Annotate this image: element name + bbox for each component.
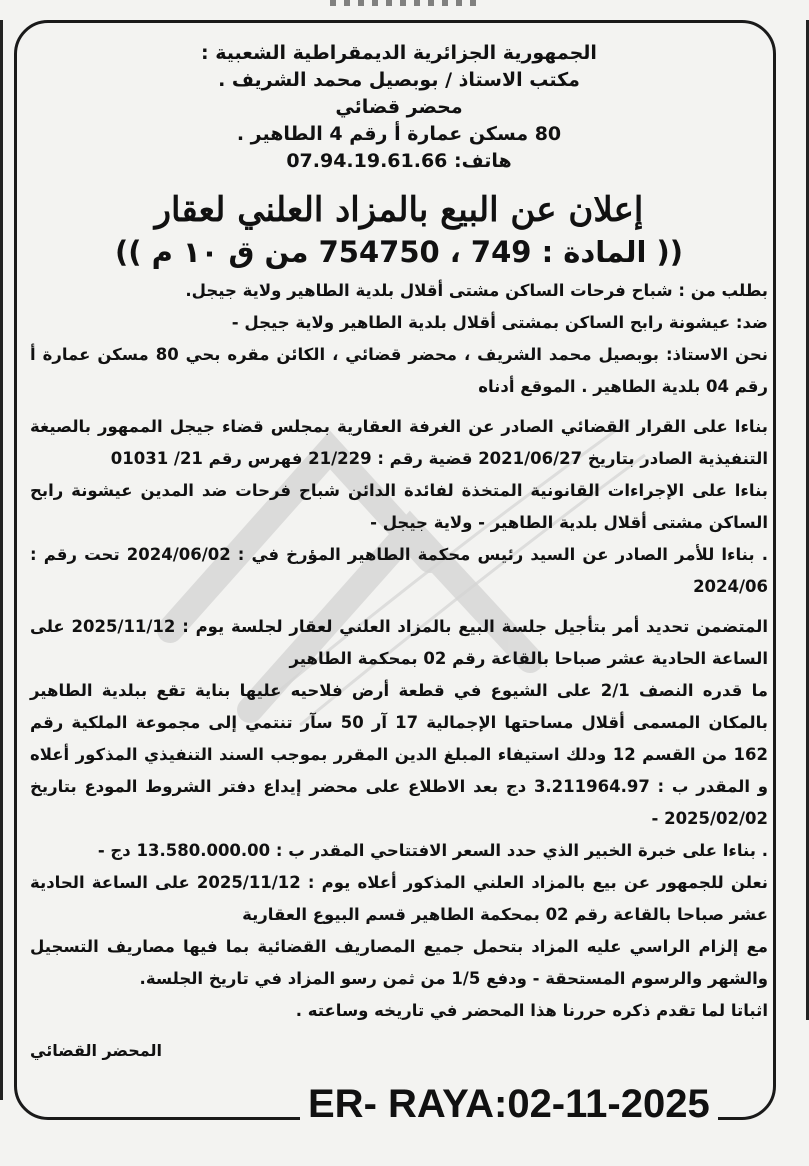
top-print-smudge bbox=[330, 0, 480, 6]
body-paragraph: بطلب من : شباح فرحات الساكن مشتى أقلال بلدية الطاهير ولاية جيجل. bbox=[185, 281, 768, 300]
body-paragraph: ضد: عيشونة رابح الساكن بمشتى أقلال بلدية الطاهير ولاية جيجل - bbox=[231, 313, 768, 332]
notice-subtitle: (( المادة : 749 ، 754750 من ق ١٠ م )) bbox=[114, 235, 684, 269]
body-paragraph: . بناءا للأمر الصادر عن السيد رئيس محكمة الطاهير المؤرخ في : 2024/06/02 تحت رقم : 2024/06 bbox=[30, 545, 768, 596]
notice-title: إعلان عن البيع بالمزاد العلني لعقار bbox=[154, 190, 644, 230]
body-paragraph: ما قدره النصف 2/1 على الشيوع في قطعة أرض فلاحيه عليها بناية تقع ببلدية الطاهير بالمكان المسمى أقلال مساحتها الإجمالية 17 آر 50 سآر تنتمي إلى مجموعة الملكية رقم 162 من القسم 12 ودلك استيفاء المبلغ الدين المقرر بموجب السند التنفيذي المذكور أعلاه و المقدر ب : 3.211964.97 دج بعد الاطلاع على محضر إيداع دفتر الشروط المودع بتاريخ 2025/02/02 - bbox=[30, 681, 768, 828]
body-paragraph: نعلن للجمهور عن بيع بالمزاد العلني المذكور أعلاه يوم : 2025/11/12 على الساعة الحادية عشر صباحا بالقاعة رقم 02 بمحكمة الطاهير قسم البيوع العقارية bbox=[30, 873, 768, 924]
phone-number: 07.94.19.61.66 bbox=[286, 150, 448, 172]
republic-line: الجمهورية الجزائرية الديمقراطية الشعبية : bbox=[201, 42, 597, 64]
role-line: محضر قضائي bbox=[335, 96, 463, 118]
newspaper-date-footer: ER- RAYA:02-11-2025 bbox=[300, 1082, 718, 1126]
body-paragraph: مع إلزام الراسي عليه المزاد بتحمل جميع المصاريف القضائية بما فيها مصاريف التسجيل والشهر والرسوم المستحقة - ودفع 1/5 من ثمن رسو المزاد في تاريخ الجلسة. bbox=[30, 937, 768, 988]
page-edge-left bbox=[0, 20, 3, 1100]
address-line: 80 مسكن عمارة أ رقم 4 الطاهير . bbox=[236, 123, 562, 145]
body-paragraph: نحن الاستاذ: بوبصيل محمد الشريف ، محضر قضائي ، الكائن مقره بحي 80 مسكن عمارة أ رقم 04 بلدية الطاهير . الموقع أدناه bbox=[30, 345, 768, 396]
phone-line bbox=[30, 148, 768, 175]
body-paragraph: بناءا على الإجراءات القانونية المتخذة لفائدة الدائن شباح فرحات ضد المدين عيشونة رابح الساكن مشتى أقلال بلدية الطاهير - ولاية جيجل - bbox=[30, 481, 768, 532]
body-paragraph: المتضمن تحديد أمر بتأجيل جلسة البيع بالمزاد العلني لعقار لجلسة يوم : 2025/11/12 على الساعة الحادية عشر صباحا بالقاعة رقم 02 بمحكمة الطاهير bbox=[30, 617, 768, 668]
notice-content bbox=[30, 40, 768, 1060]
body-paragraph: اثباتا لما تقدم ذكره حررنا هذا المحضر في تاريخه وساعته . bbox=[295, 1001, 768, 1020]
body-paragraph: بناءا على القرار القضائي الصادر عن الغرفة العقارية بمجلس قضاء جيجل الممهور بالصيغة التنفيذية الصادر بتاريخ 2021/06/27 قضية رقم : 21/229 فهرس رقم 21/ 01031 bbox=[30, 417, 768, 468]
signature: المحضر القضائي bbox=[30, 1041, 163, 1060]
phone-label: هاتف: bbox=[454, 150, 512, 172]
office-line: مكتب الاستاذ / بوبصيل محمد الشريف . bbox=[218, 69, 580, 91]
body-paragraph: . بناءا على خبرة الخبير الذي حدد السعر الافتتاحي المقدر ب : 13.580.000.00 دج - bbox=[97, 841, 768, 860]
